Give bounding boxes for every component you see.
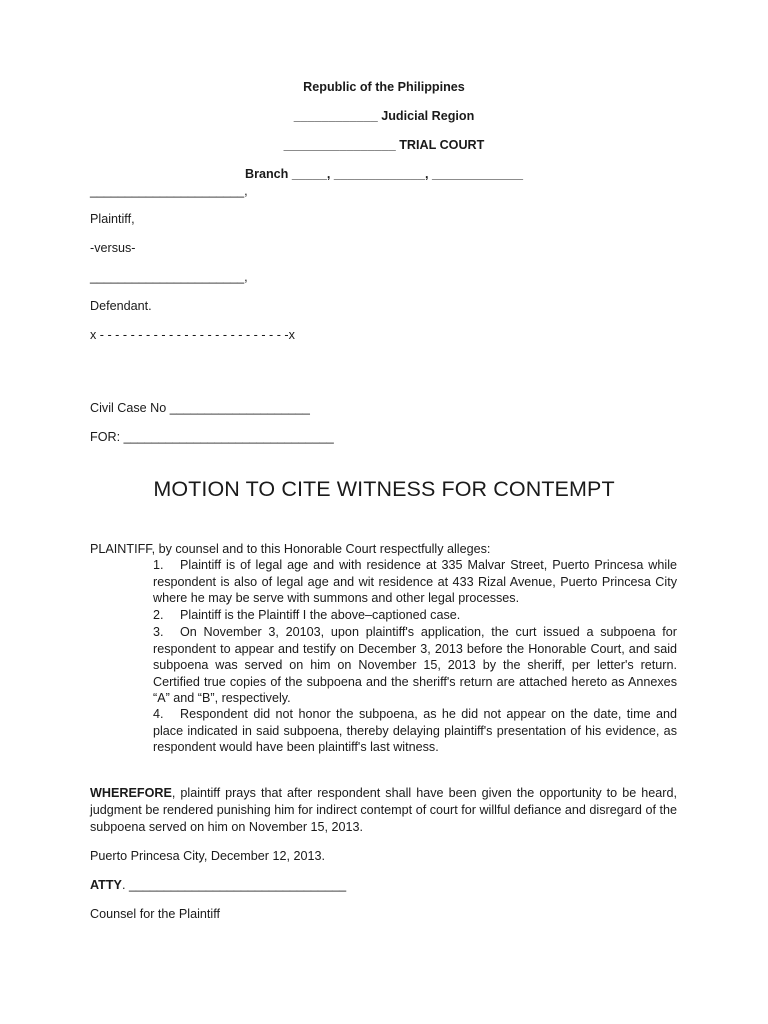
allegation-item (153, 706, 677, 756)
allegation-number: 3. (153, 625, 164, 639)
allegation-item (153, 607, 677, 624)
allegation-item (153, 557, 677, 607)
allegation-item (153, 624, 677, 707)
versus-label: -versus- (90, 241, 136, 255)
document-title: MOTION TO CITE WITNESS FOR CONTEMPT (153, 477, 615, 501)
plaintiff-blank: ______________________, (90, 184, 248, 198)
place-date: Puerto Princesa City, December 12, 2013. (90, 849, 325, 863)
header-republic: Republic of the Philippines (303, 80, 465, 94)
case-for: FOR: ______________________________ (90, 430, 334, 444)
header-branch: Branch _____, _____________, _____________ (244, 167, 523, 181)
prayer-lead: WHEREFORE (90, 786, 172, 800)
allegation-number: 4. (153, 707, 164, 721)
header-region: ____________ Judicial Region (293, 109, 475, 123)
prayer-paragraph (90, 785, 677, 836)
atty-label: ATTY (90, 878, 122, 892)
allegation-text: Plaintiff is of legal age and with residence at 335 Malvar Street, Puerto Princesa while respondent is also of legal age and wit residence at 433 Rizal Avenue, Puerto Princesa City where he may be serve with summons and other legal processes. (153, 558, 677, 605)
plaintiff-label: Plaintiff, (90, 212, 135, 226)
prayer-text: , plaintiff prays that after respondent shall have been given the opportunity to be heard, judgment be rendered punishing him for indirect contempt of court for willful defiance and disregard of the subpoena served on him on November 15, 2013. (90, 786, 677, 834)
allegation-text: Plaintiff is the Plaintiff I the above–captioned case. (180, 608, 461, 622)
defendant-blank: ______________________, (90, 270, 248, 284)
attorney-signature-line (90, 877, 346, 893)
counsel-label: Counsel for the Plaintiff (90, 907, 220, 921)
civil-case-number: Civil Case No ____________________ (90, 401, 310, 415)
allegation-text: Respondent did not honor the subpoena, as he did not appear on the date, time and place indicated in said subpoena, thereby delaying plaintiff's presentation of his evidence, as respondent would have been plaintiff's last witness. (153, 707, 677, 754)
intro-paragraph: PLAINTIFF, by counsel and to this Honorable Court respectfully alleges: (90, 542, 491, 556)
allegation-text: On November 3, 20103, upon plaintiff's application, the curt issued a subpoena for respondent to appear and testify on December 3, 2013 before the Honorable Court, and said subpoena was served on him on November 15, 2013 by the sheriff, per letter's return. Certified true copies of the subpoena and the sheriff's return are attached hereto as Annexes “A” and “B”, respectively. (153, 625, 677, 705)
caption-separator: x - - - - - - - - - - - - - - - - - - - - - - - - -x (90, 328, 295, 342)
allegation-number: 1. (153, 558, 164, 572)
allegation-number: 2. (153, 608, 164, 622)
defendant-label: Defendant. (90, 299, 152, 313)
atty-blank: . _______________________________ (121, 878, 347, 892)
header-court: ________________ TRIAL COURT (283, 138, 485, 152)
